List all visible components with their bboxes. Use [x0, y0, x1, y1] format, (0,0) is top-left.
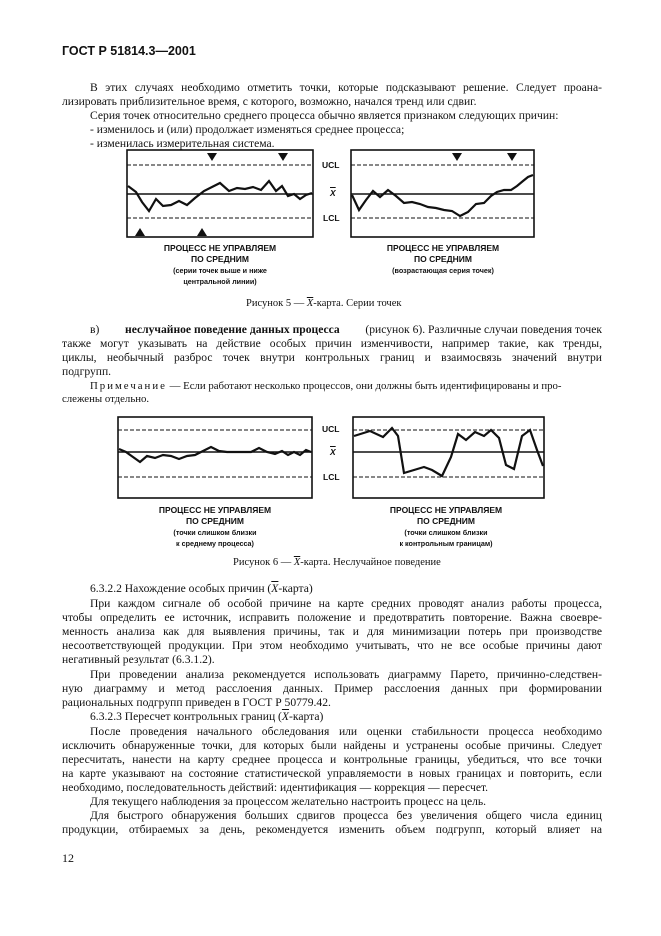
fig6-ucl-label: UCL	[322, 424, 340, 434]
para2-line3: циклы, необычный разброс точек внутри контрольных границ и взаимосвязь значений внутри	[62, 351, 602, 364]
s6323-line5: необходимо, последовательность действий: идентификация — коррекция — пересчет.	[62, 781, 489, 794]
fig5-left-sub2: центральной линии)	[183, 277, 257, 286]
fig5-ucl-label: UCL	[322, 160, 340, 170]
fig6-left-title1: ПРОЦЕСС НЕ УПРАВЛЯЕМ	[158, 505, 272, 515]
fig6-left-label	[135, 505, 295, 549]
para1-line3: Серия точек относительно среднего процесса обычно является признаком следующих причин:	[90, 109, 559, 122]
heading-part: 6.3.2.2 Нахождение особых причин (	[90, 582, 272, 595]
fig6-xbar-label: $\overline{X}$	[330, 447, 336, 457]
fig6-left-sub1: (точки слишком близки	[173, 528, 257, 537]
page-number: 12	[62, 851, 74, 865]
heading-part: 6.3.2.3 Пересчет контрольных границ (	[90, 710, 282, 723]
fig5-right-title2: ПО СРЕДНИМ	[414, 254, 472, 264]
heading-part: -карта)	[289, 710, 324, 723]
heading-xbar: $\overline{X}$	[281, 710, 290, 723]
s6323-line6: Для текущего наблюдения за процессом желательно настроить процесс на цель.	[90, 795, 487, 808]
s6322-line4: несоответствующей продукции. При этом необходимо учитывать, что не все особые причины дают	[62, 639, 602, 652]
heading-part: -карта)	[278, 582, 313, 595]
heading-xbar: $\overline{X}$	[271, 582, 279, 595]
s6322-line8: рациональных подгрупп приведен в ГОСТ Р 50779.42.	[62, 696, 331, 709]
para2-bold: неслучайное поведение данных процесса	[125, 323, 340, 336]
document-header: ГОСТ Р 51814.3—2001	[62, 44, 196, 58]
data-series	[119, 447, 311, 462]
caption-suffix: -карта. Серии точек	[313, 298, 402, 309]
s6323-heading	[90, 710, 323, 724]
s6322-line6: При проведении анализа рекомендуется использовать диаграмму Парето, причинно-следствен-	[90, 668, 602, 681]
caption-xbar: $\overline{X}$	[306, 298, 314, 309]
chart-frame	[118, 417, 312, 498]
para1-line1: В этих случаях необходимо отметить точки, которые подсказывают решение. Следует проана-	[90, 81, 602, 94]
fig5-right-sub1: (возрастающая серия точек)	[392, 266, 494, 275]
fig5-left-sub1: (серии точек выше и ниже	[173, 266, 267, 275]
fig5-right-title1: ПРОЦЕСС НЕ УПРАВЛЯЕМ	[386, 243, 500, 253]
fig6-right-sub2: к контрольным границам)	[399, 539, 493, 548]
s6323-line7: Для быстрого обнаружения больших сдвигов процесса без увеличения общего числа единиц	[90, 809, 602, 822]
figure6-caption	[233, 557, 441, 568]
fig6-right-sub1: (точки слишком близки	[404, 528, 488, 537]
fig6-right-title2: ПО СРЕДНИМ	[417, 516, 475, 526]
s6323-line1: После проведения начального обследования или оценки стабильности процесса необходимо	[90, 725, 602, 738]
fig6-right-label	[366, 505, 526, 549]
caption-prefix: Рисунок 5 —	[246, 298, 305, 309]
para1-line2: лизировать приблизительное время, с которого, возможно, начался тренд или сдвиг.	[62, 95, 477, 108]
fig6-left-title2: ПО СРЕДНИМ	[186, 516, 244, 526]
fig6-lcl-label: LCL	[323, 472, 340, 482]
fig5-left-title1: ПРОЦЕСС НЕ УПРАВЛЯЕМ	[163, 243, 277, 253]
chart-frame	[353, 417, 544, 498]
figure6-right-chart	[353, 417, 544, 498]
fig5-xbar-label: $\overline{X}$	[330, 188, 336, 198]
s6322-line1: При каждом сигнале об особой причине на карте средних проводят анализ работы процесса,	[90, 597, 602, 610]
para1-line5: - изменилась измерительная система.	[90, 137, 275, 150]
s6322-line3: менность анализа как для выявления причины, так и для минимизации потерь при производстве	[62, 625, 602, 638]
s6323-line2: исключить обнаруженные точки, для которых были найдены и устранены особые причины. Следует	[62, 739, 602, 752]
caption-suffix: -карта. Неслучайное поведение	[300, 557, 441, 568]
s6322-heading	[90, 582, 313, 596]
caption-xbar: $\overline{X}$	[293, 557, 301, 568]
fig5-lcl-label: LCL	[323, 213, 340, 223]
fig5-left-title2: ПО СРЕДНИМ	[191, 254, 249, 264]
note-text: — Если работают несколько процессов, они должны быть идентифицированы и про-	[169, 380, 562, 392]
para2-rest: (рисунок 6). Различные случаи поведения точек	[365, 323, 602, 336]
para1-line4: - изменилось и (или) продолжает изменяться среднее процесса;	[90, 123, 405, 136]
note-line2: слежены отдельно.	[62, 393, 150, 405]
s6322-line5: негативный результат (6.3.1.2).	[62, 653, 215, 666]
figure6-left-chart	[118, 417, 312, 498]
s6322-line2: чтобы определить ее источник, исправить положение и предотвратить повторение. Важна своевре-	[62, 611, 602, 624]
s6323-line4: на карте указывают на состояние статистической управляемости в новых границах и повторить, если	[62, 767, 602, 780]
note-label: Примечание	[90, 380, 167, 392]
s6323-line8: продукции, отбираемых за день, рекомендуется изменить объем подгрупп, который влияет на	[62, 823, 602, 836]
s6323-line3: пересчитать, нанести на карту среднее процесса и контрольные границы, убедиться, что все точки	[62, 753, 602, 766]
para2-line4: подгрупп.	[62, 365, 112, 378]
caption-prefix: Рисунок 6 —	[233, 557, 292, 568]
fig6-right-title1: ПРОЦЕСС НЕ УПРАВЛЯЕМ	[389, 505, 503, 515]
para2-prefix: в)	[90, 323, 100, 336]
para2-line2: также могут указывать на действие особых причин изменчивости, например такие, как тренды,	[62, 337, 602, 350]
fig6-left-sub2: к среднему процесса)	[176, 539, 254, 548]
s6322-line7: ную диаграмму и метод расслоения данных. Пример расслоения данных при формировании	[62, 682, 602, 695]
